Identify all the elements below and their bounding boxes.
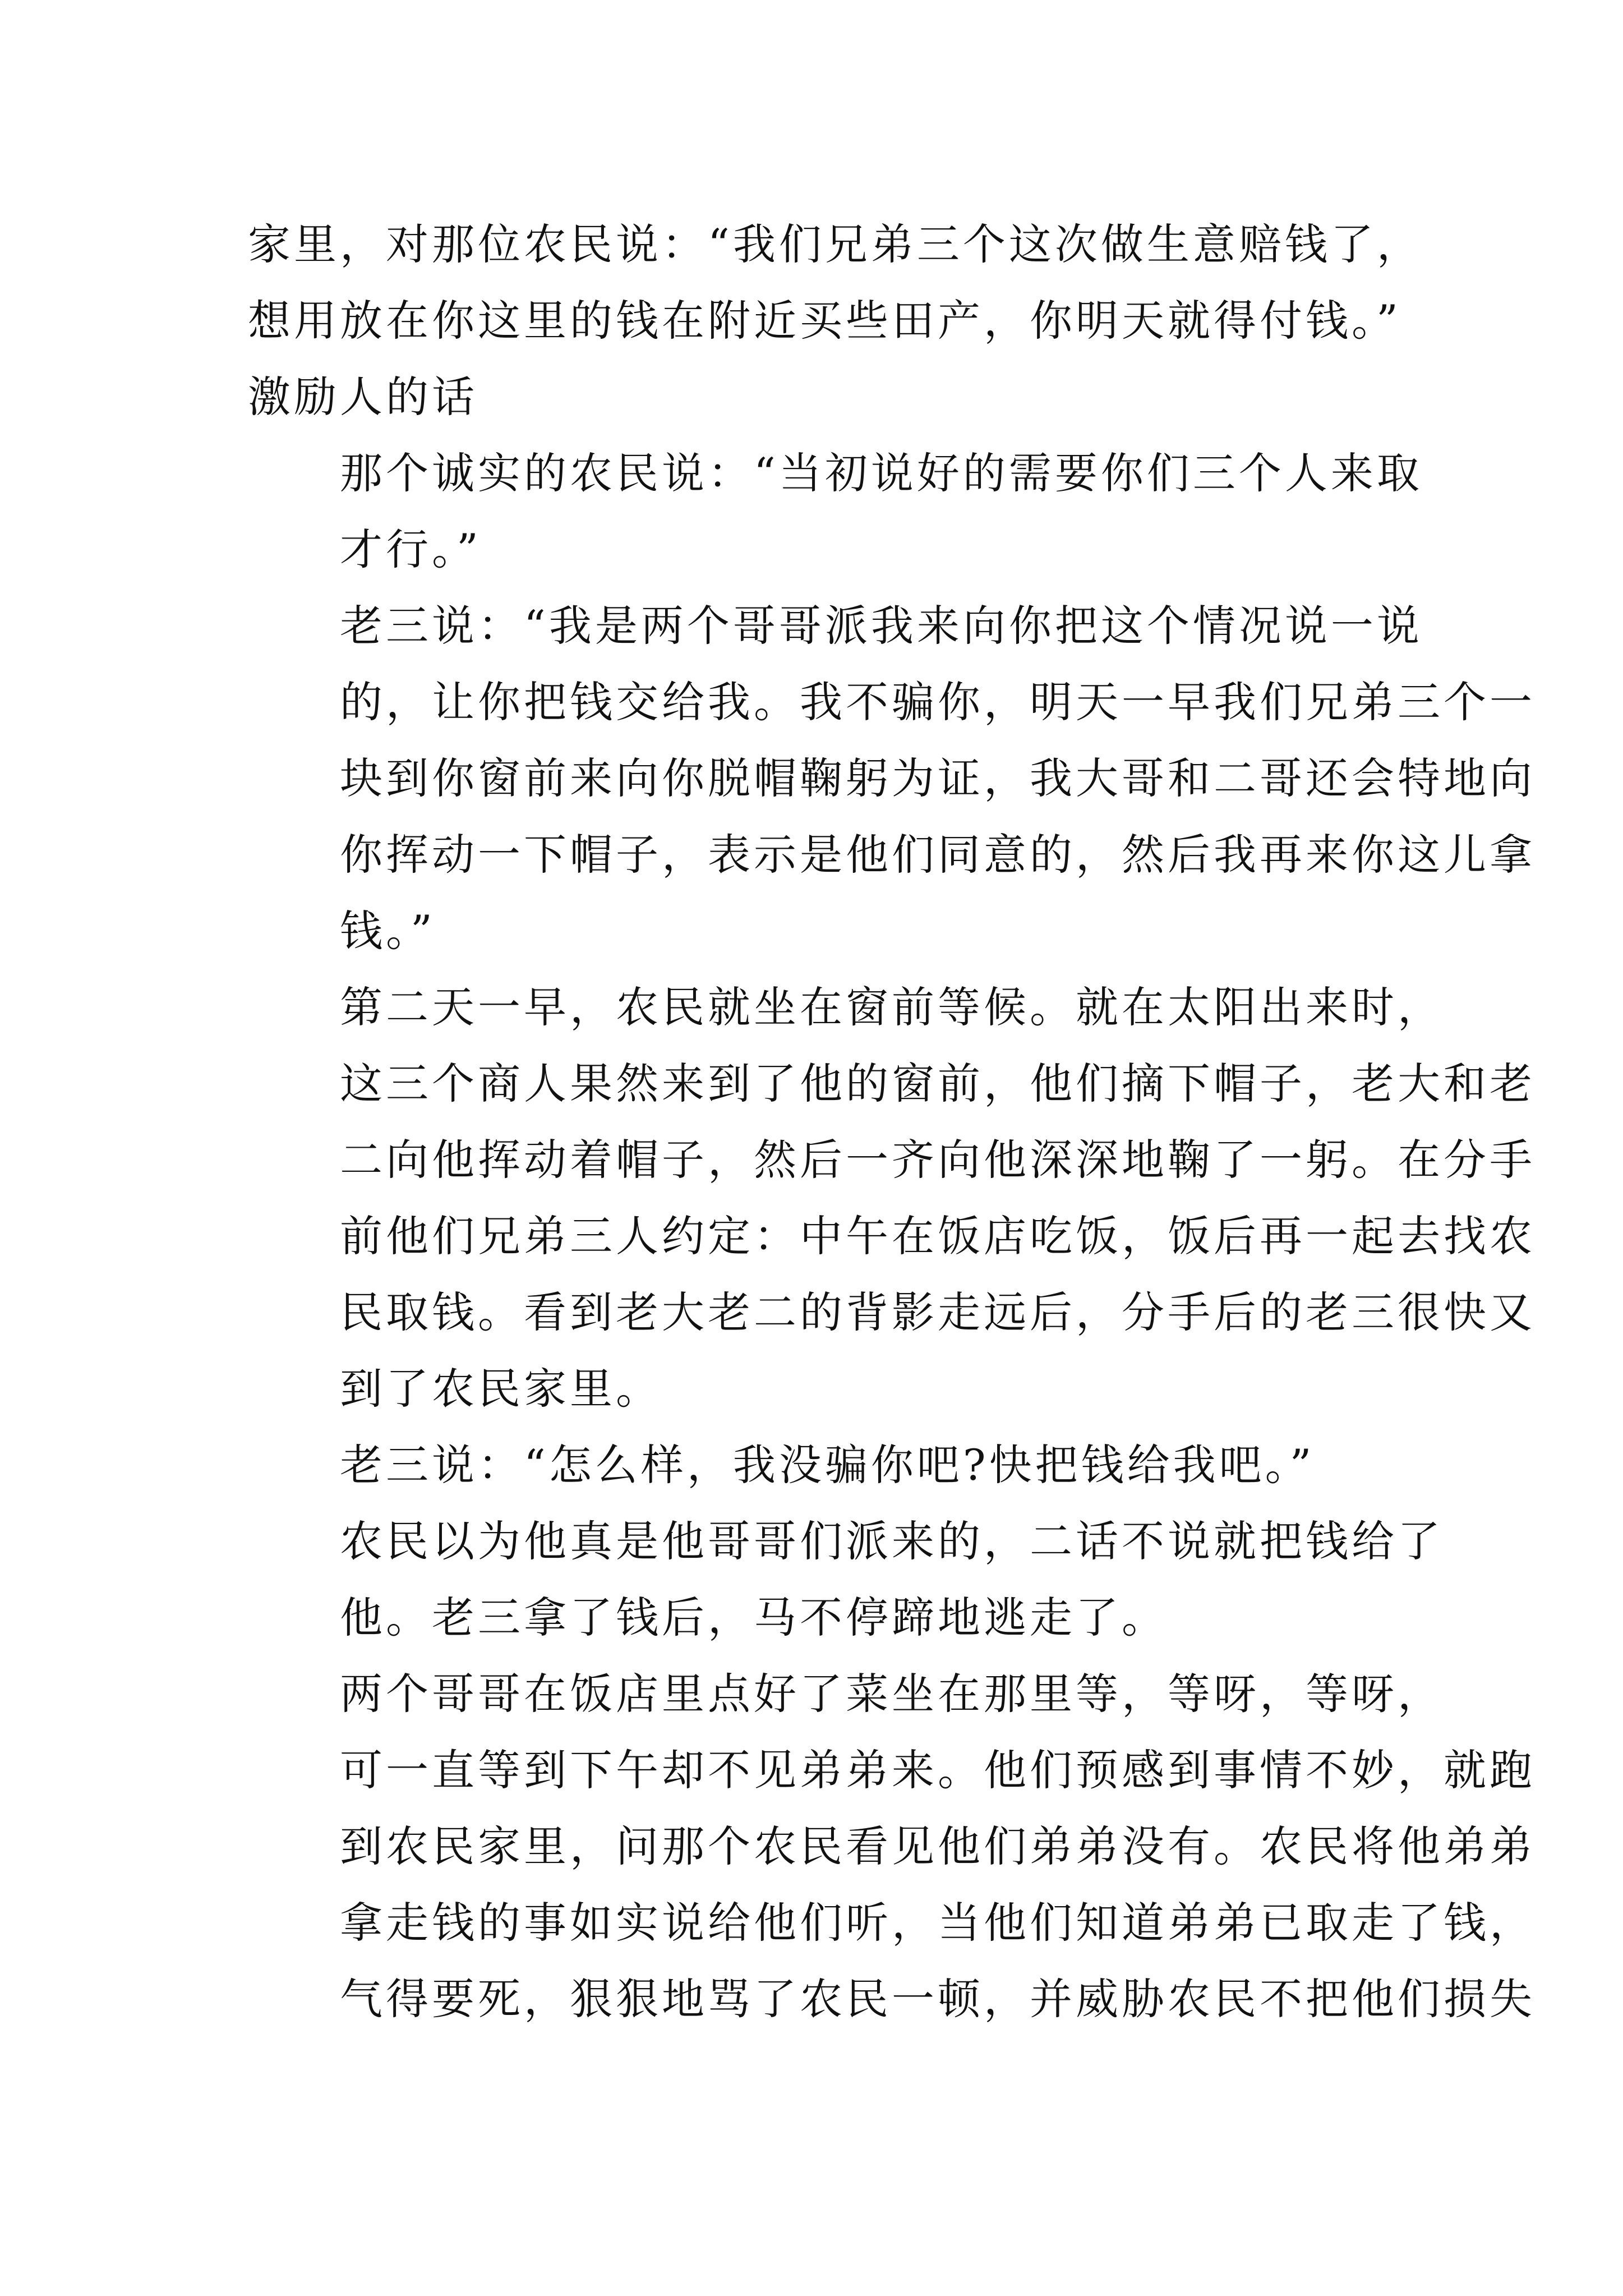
text-line: 老三说：“怎么样，我没骗你吧?快把钱给我吧。” [340,1440,1315,1490]
paragraph [248,1503,1444,1656]
text-line: 气得要死，狠狠地骂了农民一顿，并威胁农民不把他们损失 [340,1974,1536,2024]
document-body [248,206,1536,2037]
text-line: 二向他挥动着帽子，然后一齐向他深深地鞠了一躬。在分手 [340,1135,1536,1185]
text-line: 钱。” [340,906,436,956]
text-line: 才行。” [340,524,482,574]
text-line: 到农民家里，问那个农民看见他们弟弟没有。农民将他弟弟 [340,1821,1536,1871]
text-line: 拿走钱的事如实说给他们听，当他们知道弟弟已取走了钱， [340,1898,1536,1948]
text-line: 那个诚实的农民说：“当初说好的需要你们三个人来取 [340,448,1423,498]
text-line: 老三说：“我是两个哥哥派我来向你把这个情况说一说 [340,601,1423,651]
text-line: 两个哥哥在饭店里点好了菜坐在那里等，等呀，等呀， [340,1669,1444,1719]
paragraph [248,1427,1381,1503]
text-line: 激励人的话 [248,372,478,422]
text-line: 的，让你把钱交给我。我不骗你，明天一早我们兄弟三个一 [340,677,1536,727]
text-line: 你挥动一下帽子，表示是他们同意的，然后我再来你这儿拿 [340,830,1536,880]
paragraph [248,435,1423,588]
text-line: 第二天一早，农民就坐在窗前等候。就在太阳出来时， [340,982,1444,1032]
text-line: 可一直等到下午却不见弟弟来。他们预感到事情不妙，就跑 [340,1745,1536,1795]
text-line: 想用放在你这里的钱在附近买些田产，你明天就得付钱。” [248,296,1401,346]
paragraph [248,206,1423,435]
text-line: 这三个商人果然来到了他的窗前，他们摘下帽子，老大和老 [340,1059,1536,1108]
text-line: 到了农民家里。 [340,1364,662,1414]
text-line: 农民以为他真是他哥哥们派来的，二话不说就把钱给了 [340,1516,1444,1566]
paragraph [248,1656,1536,2037]
paragraph [248,969,1536,1427]
text-line: 他。老三拿了钱后，马不停蹄地逃走了。 [340,1593,1168,1642]
text-line: 民取钱。看到老大老二的背影走远后，分手后的老三很快又 [340,1287,1536,1337]
paragraph [248,588,1536,969]
text-line: 块到你窗前来向你脱帽鞠躬为证，我大哥和二哥还会特地向 [340,753,1536,803]
text-line: 家里，对那位农民说：“我们兄弟三个这次做生意赔钱了， [248,219,1423,269]
text-line: 前他们兄弟三人约定：中午在饭店吃饭，饭后再一起去找农 [340,1211,1536,1261]
